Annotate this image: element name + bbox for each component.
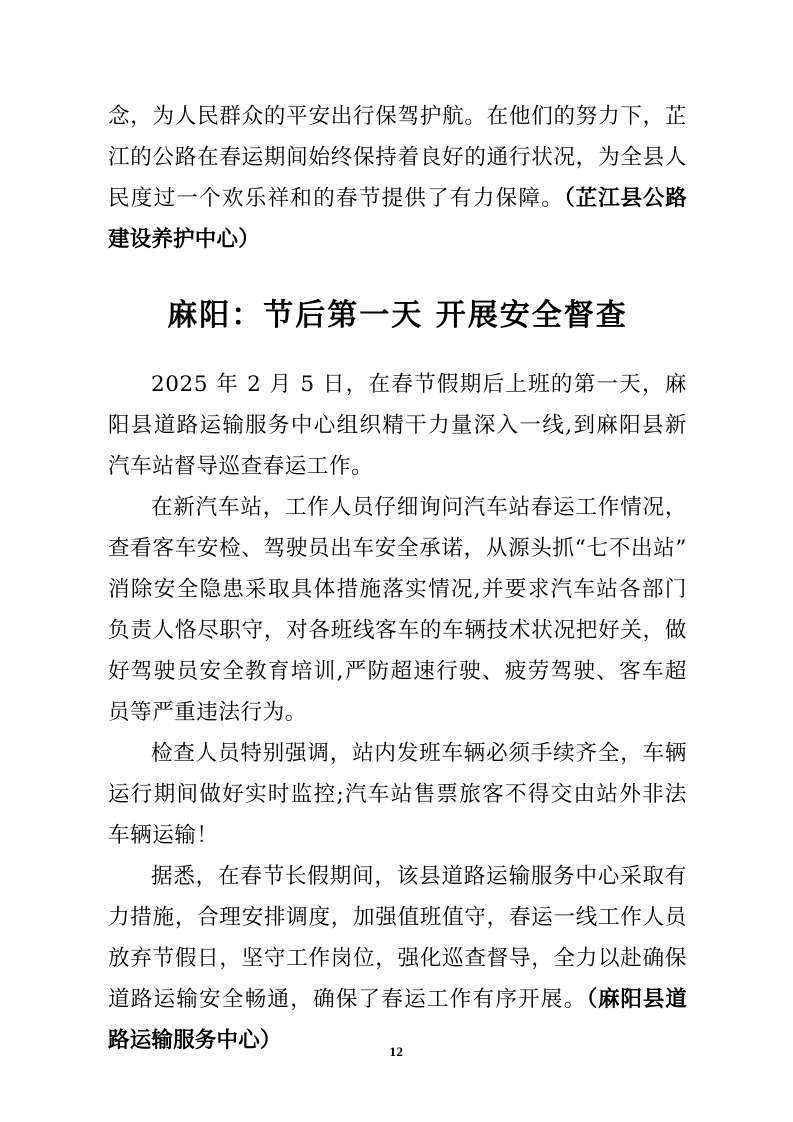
continued-paragraph-text: 念，为人民群众的平安出行保驾护航。在他们的努力下，芷江的公路在春运期间始终保持着良好的通行状况，为全县人民度过一个欢乐祥和的春节提供了有力保障。 (108, 104, 687, 211)
page-number: 12 (389, 1044, 404, 1059)
article-paragraph-1: 2025 年 2 月 5 日，在春节假期后上班的第一天，麻阳县道路运输服务中心组织精干力量深入一线,到麻阳县新汽车站督导巡查春运工作。 (108, 372, 687, 479)
continued-paragraph (108, 96, 687, 260)
article-paragraph-3: 检查人员特别强调，站内发班车辆必须手续齐全，车辆运行期间做好实时监控;汽车站售票旅客不得交由站外非法车辆运输！ (108, 741, 687, 848)
article-attribution: （麻阳县道路运输服务中心） (108, 987, 687, 1053)
continued-paragraph-attribution: （芷江县公路建设养护中心） (108, 186, 687, 252)
article-title: 麻阳：节后第一天 开展安全督查 (167, 298, 628, 333)
article-paragraph-4-text: 据悉，在春节长假期间，该县道路运输服务中心采取有力措施，合理安排调度，加强值班值守，春运一线工作人员放弃节假日，坚守工作岗位，强化巡查督导，全力以赴确保道路运输安全畅通，确保了春运工作有序开展。 (108, 864, 687, 1012)
article-paragraph-2: 在新汽车站，工作人员仔细询问汽车站春运工作情况，查看客车安检、驾驶员出车安全承诺，从源头抓“七不出站”消除安全隐患采取具体措施落实情况,并要求汽车站各部门负责人恪尽职守，对各班线客车的车辆技术状况把好关，做好驾驶员安全教育培训,严防超速行驶、疲劳驾驶、客车超员等严重违法行为。 (108, 495, 687, 725)
document-body (108, 96, 687, 1061)
article-paragraph-4 (108, 856, 687, 1061)
